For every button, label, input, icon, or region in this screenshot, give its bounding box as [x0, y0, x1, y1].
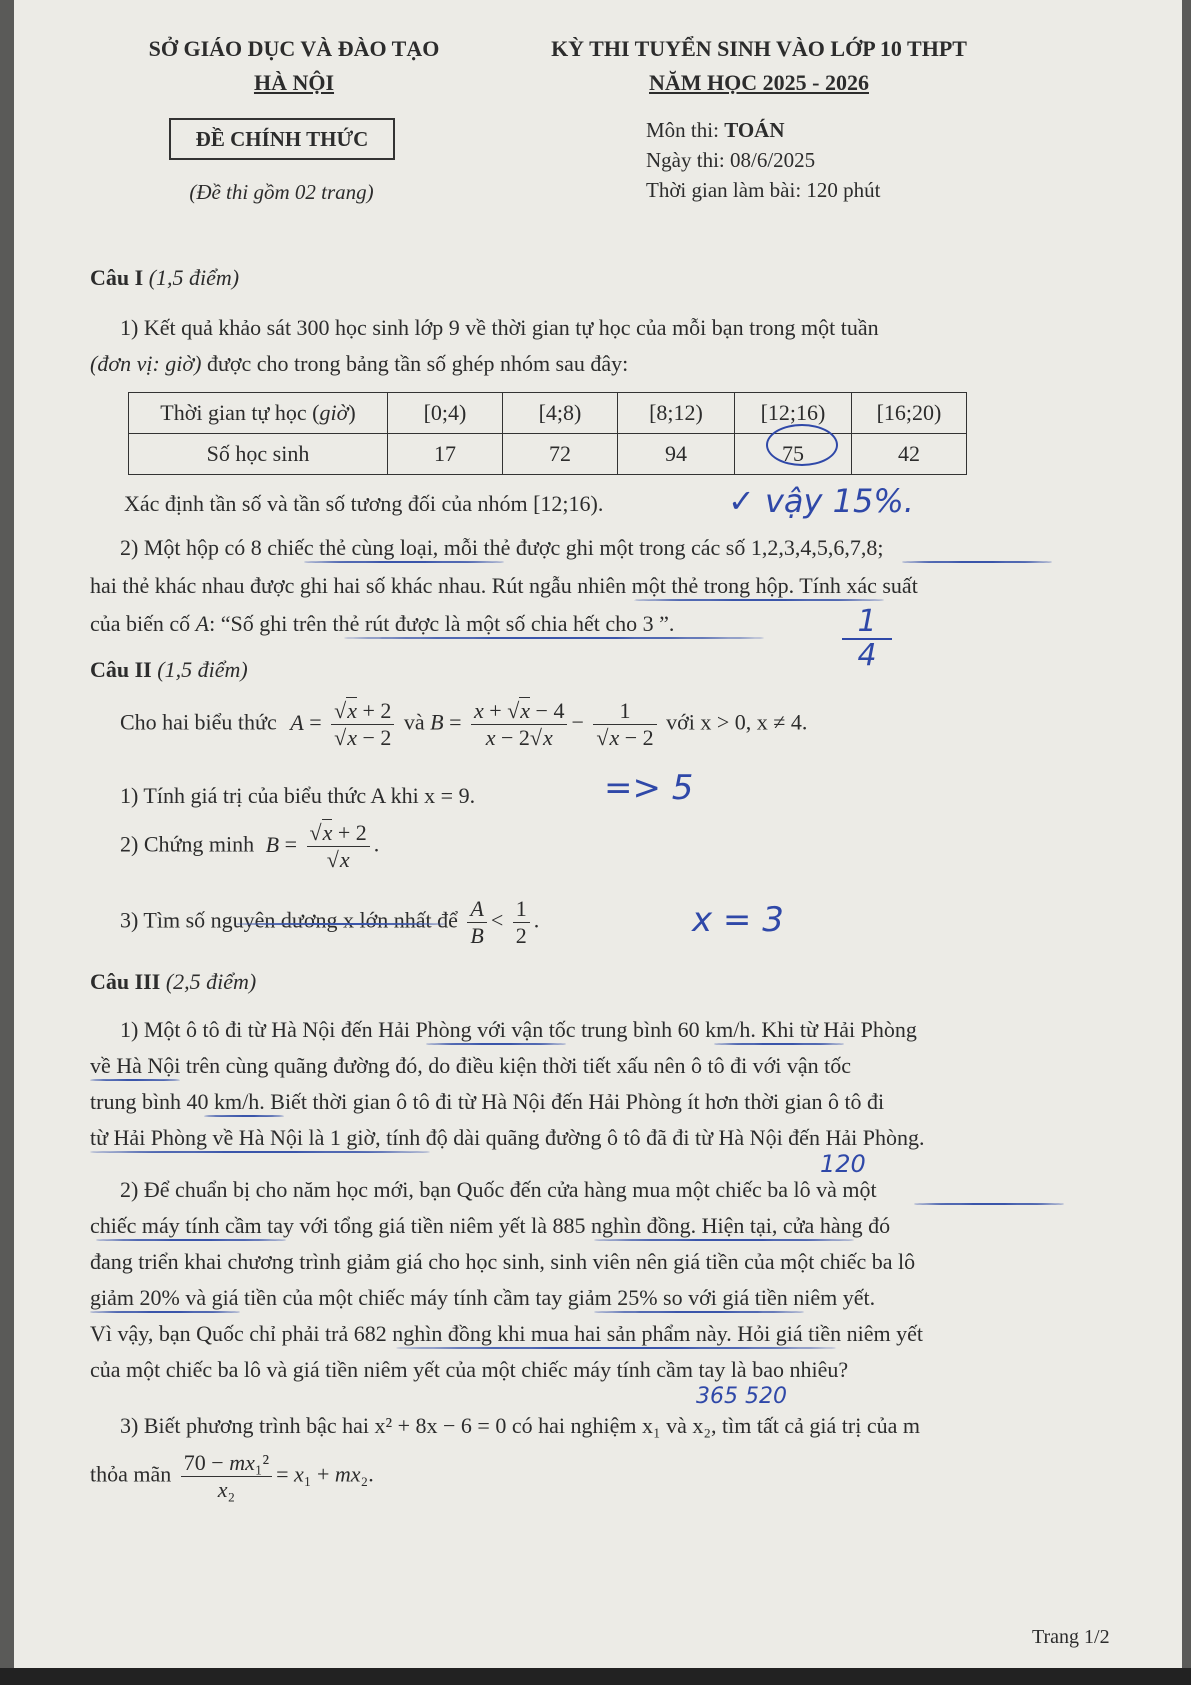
underline-mark: [396, 1347, 836, 1349]
q3-p2-line6: của một chiếc ba lô và giá tiền niêm yết của một chiếc máy tính cầm tay là bao nhiêu?: [90, 1357, 849, 1382]
distance-answer: 120: [820, 1150, 866, 1178]
underline-mark: [90, 1151, 430, 1153]
q1-p2-line2: hai thẻ khác nhau được ghi hai số khác nhau. Rút ngẫu nhiên một thẻ trong hộp. Tính xác suất: [90, 573, 918, 598]
q2-item2: 2) Chứng minh B = $\frac{√x + 2}{√x}$ .: [120, 820, 380, 872]
q1-p1-line1: 1) Kết quả khảo sát 300 học sinh lớp 9 về thời gian tự học của mỗi bạn trong một tuần: [120, 315, 879, 340]
q2-item3: 3) Tìm số nguyên dương x lớn nhất để $\frac{A}{B}$ < $\frac{1}{2}$ .: [120, 896, 540, 948]
fraction-B-result: $\frac{√x + 2}{√x}$: [307, 820, 370, 873]
underline-mark: [714, 1043, 844, 1045]
table-cell-count: 72: [503, 434, 618, 475]
table-row-groups: [129, 393, 967, 434]
subject: TOÁN: [724, 118, 785, 142]
q3-p1-line1: 1) Một ô tô đi từ Hà Nội đến Hải Phòng với vận tốc trung bình 60 km/h. Khi từ Hải Phòng: [120, 1017, 917, 1042]
underline-mark: [236, 923, 446, 925]
underline-mark: [594, 1311, 804, 1313]
q3-p2-line4: giảm 20% và giá tiền của một chiếc máy tính cầm tay giảm 25% so với giá tiền niêm yết.: [90, 1285, 876, 1310]
circle-mark: [766, 424, 838, 466]
table-cell-group: [8;12): [618, 393, 735, 434]
exam-title: KỲ THI TUYỂN SINH VÀO LỚP 10 THPT: [551, 36, 967, 61]
underline-mark: [634, 599, 884, 601]
fraction-A-over-B: $\frac{A}{B}$: [467, 896, 486, 949]
fraction-half: $\frac{1}{2}$: [513, 896, 530, 949]
underline-mark: [204, 1115, 284, 1117]
table-cell-group: [16;20): [852, 393, 967, 434]
dept-line2: HÀ NỘI: [253, 70, 335, 95]
underline-mark: [90, 1311, 240, 1313]
prices-answer: 365 520: [696, 1384, 787, 1409]
q1-p1-line2: (đơn vị: giờ) được cho trong bảng tần số ghép nhóm sau đây:: [90, 351, 629, 376]
table-cell-group: [4;8): [503, 393, 618, 434]
pages-note: (Đề thi gồm 02 trang): [189, 180, 374, 204]
fraction-A: $\frac{√x + 2}{√x - 2}$: [331, 698, 394, 751]
exam-duration: Thời gian làm bài: 120 phút: [646, 178, 881, 202]
probability-answer: 1 4: [842, 606, 892, 672]
school-year: NĂM HỌC 2025 - 2026: [649, 70, 869, 95]
q2-1-answer: => 5: [604, 768, 694, 808]
table-cell-count: 42: [852, 434, 967, 475]
q3-p2-line5: Vì vậy, bạn Quốc chỉ phải trả 682 nghìn đồng khi mua hai sản phẩm này. Hỏi giá tiền niêm yết: [90, 1321, 923, 1346]
q3-heading: Câu III (2,5 điểm): [90, 969, 257, 994]
table-cell-group: [12;16): [735, 393, 852, 434]
q2-expressions: Cho hai biểu thức A = $\frac{√x + 2}{√x - 2}$ và B = $\frac{x + √x - 4}{x - 2√x}$ − $\frac{1}{√x - 2}$ với x > 0, x ≠ 4.: [120, 698, 808, 750]
fraction-condition: $\frac{\text{70 − mx₁²}}{\text{x₂}}$: [181, 1450, 272, 1503]
underline-mark: [96, 1239, 286, 1241]
q3-p3-line2: thỏa mãn $\frac{\text{70 − mx₁²}}{\text{x₂}}$ = x₁ + mx₂.: [90, 1450, 374, 1502]
frequency-table: [128, 392, 967, 475]
q1-heading: Câu I (1,5 điểm): [90, 265, 240, 290]
underline-mark: [902, 561, 1052, 563]
exam-date: Ngày thi: 08/6/2025: [646, 148, 816, 172]
q3-p1-line3: trung bình 40 km/h. Biết thời gian ô tô đi từ Hà Nội đến Hải Phòng ít hơn thời gian ô tô đi: [90, 1089, 885, 1114]
underline-mark: [90, 1079, 180, 1081]
table-row-counts: [129, 434, 967, 475]
q3-p1-line2: về Hà Nội trên cùng quãng đường đó, do điều kiện thời tiết xấu nên ô tô đi với vận tốc: [90, 1053, 852, 1078]
photo-bottom-edge: [0, 1668, 1191, 1685]
q3-p3-line1: 3) Biết phương trình bậc hai x² + 8x − 6 = 0 có hai nghiệm x₁ và x₂, tìm tất cả giá trị của m: [120, 1413, 920, 1438]
page-number: Trang 1/2: [1032, 1626, 1110, 1648]
q3-p2-line3: đang triển khai chương trình giảm giá cho học sinh, sinh viên nên giá tiền của một chiếc ba lô: [90, 1249, 916, 1274]
q2-heading: Câu II (1,5 điểm): [90, 657, 248, 682]
fraction-B2: $\frac{1}{√x - 2}$: [593, 698, 656, 751]
table-cell-count: 17: [388, 434, 503, 475]
q2-3-answer: x = 3: [692, 900, 784, 940]
q2-item1: 1) Tính giá trị của biểu thức A khi x = 9.: [120, 783, 476, 808]
official-exam-box: ĐỀ CHÍNH THỨC: [169, 118, 395, 160]
table-header-students: Số học sinh: [129, 434, 388, 475]
underline-mark: [594, 1239, 854, 1241]
underline-mark: [914, 1203, 1064, 1205]
fraction-B1: $\frac{x + √x - 4}{x - 2√x}$: [471, 698, 567, 751]
underline-mark: [344, 637, 764, 639]
q1-p2-line1: 2) Một hộp có 8 chiếc thẻ cùng loại, mỗi thẻ được ghi một trong các số 1,2,3,4,5,6,7,8;: [120, 535, 884, 560]
dept-line1: SỞ GIÁO DỤC VÀ ĐÀO TẠO: [148, 36, 440, 61]
exam-page: [14, 0, 1182, 1668]
q1-p2-line3: của biến cố A: “Số ghi trên thẻ rút được là một số chia hết cho 3 ”.: [90, 611, 675, 636]
table-cell-group: [0;4): [388, 393, 503, 434]
q1-1-handwritten-note: ✓ vậy 15%.: [728, 482, 914, 520]
q1-p1-question: Xác định tần số và tần số tương đối của nhóm [12;16).: [124, 491, 604, 516]
q3-p1-line4: từ Hải Phòng về Hà Nội là 1 giờ, tính độ dài quãng đường ô tô đã đi từ Hà Nội đến Hải Phòng.: [90, 1125, 925, 1150]
subject-line: Môn thi: TOÁN: [646, 118, 785, 142]
table-cell-count: 75: [735, 434, 852, 475]
underline-mark: [426, 1043, 566, 1045]
q3-p2-line2: chiếc máy tính cầm tay với tổng giá tiền niêm yết là 885 nghìn đồng. Hiện tại, cửa hàng đó: [90, 1213, 891, 1238]
table-cell-count: 94: [618, 434, 735, 475]
underline-mark: [304, 561, 504, 563]
q3-p2-line1: 2) Để chuẩn bị cho năm học mới, bạn Quốc đến cửa hàng mua một chiếc ba lô và một: [120, 1177, 877, 1202]
table-header-time: Thời gian tự học (giờ): [129, 393, 388, 434]
